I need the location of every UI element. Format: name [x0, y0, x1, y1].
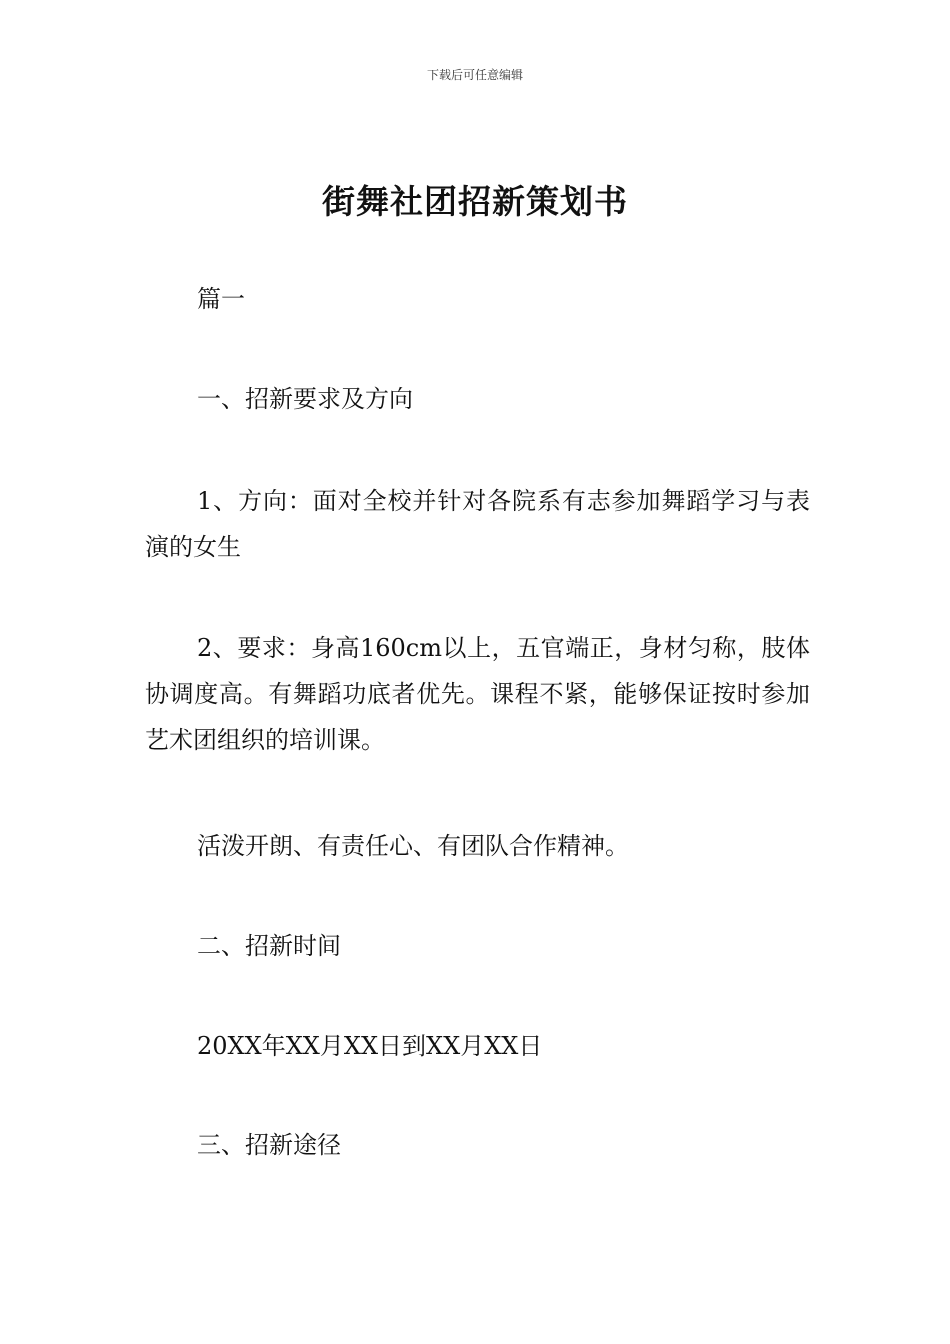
- paragraph-part-one: 篇一: [197, 285, 245, 313]
- section-heading-time: 二、招新时间: [197, 932, 341, 960]
- section-heading-channels: 三、招新途径: [197, 1131, 341, 1159]
- section-heading-requirements: 一、招新要求及方向: [197, 385, 413, 413]
- paragraph-personality: 活泼开朗、有责任心、有团队合作精神。: [197, 832, 629, 860]
- header-note: 下载后可任意编辑: [426, 68, 523, 82]
- paragraph-direction: 1、方向：面对全校并针对各院系有志参加舞蹈学习与表演的女生: [145, 487, 810, 561]
- paragraph-date-range: 20XX年XX月XX日到XX月XX日: [197, 1032, 543, 1060]
- document-title: 街舞社团招新策划书: [322, 182, 628, 221]
- paragraph-requirements: 2、要求：身高160cm以上，五官端正，身材匀称，肢体协调度高。有舞蹈功底者优先。课程不紧，能够保证按时参加艺术团组织的培训课。: [145, 634, 810, 754]
